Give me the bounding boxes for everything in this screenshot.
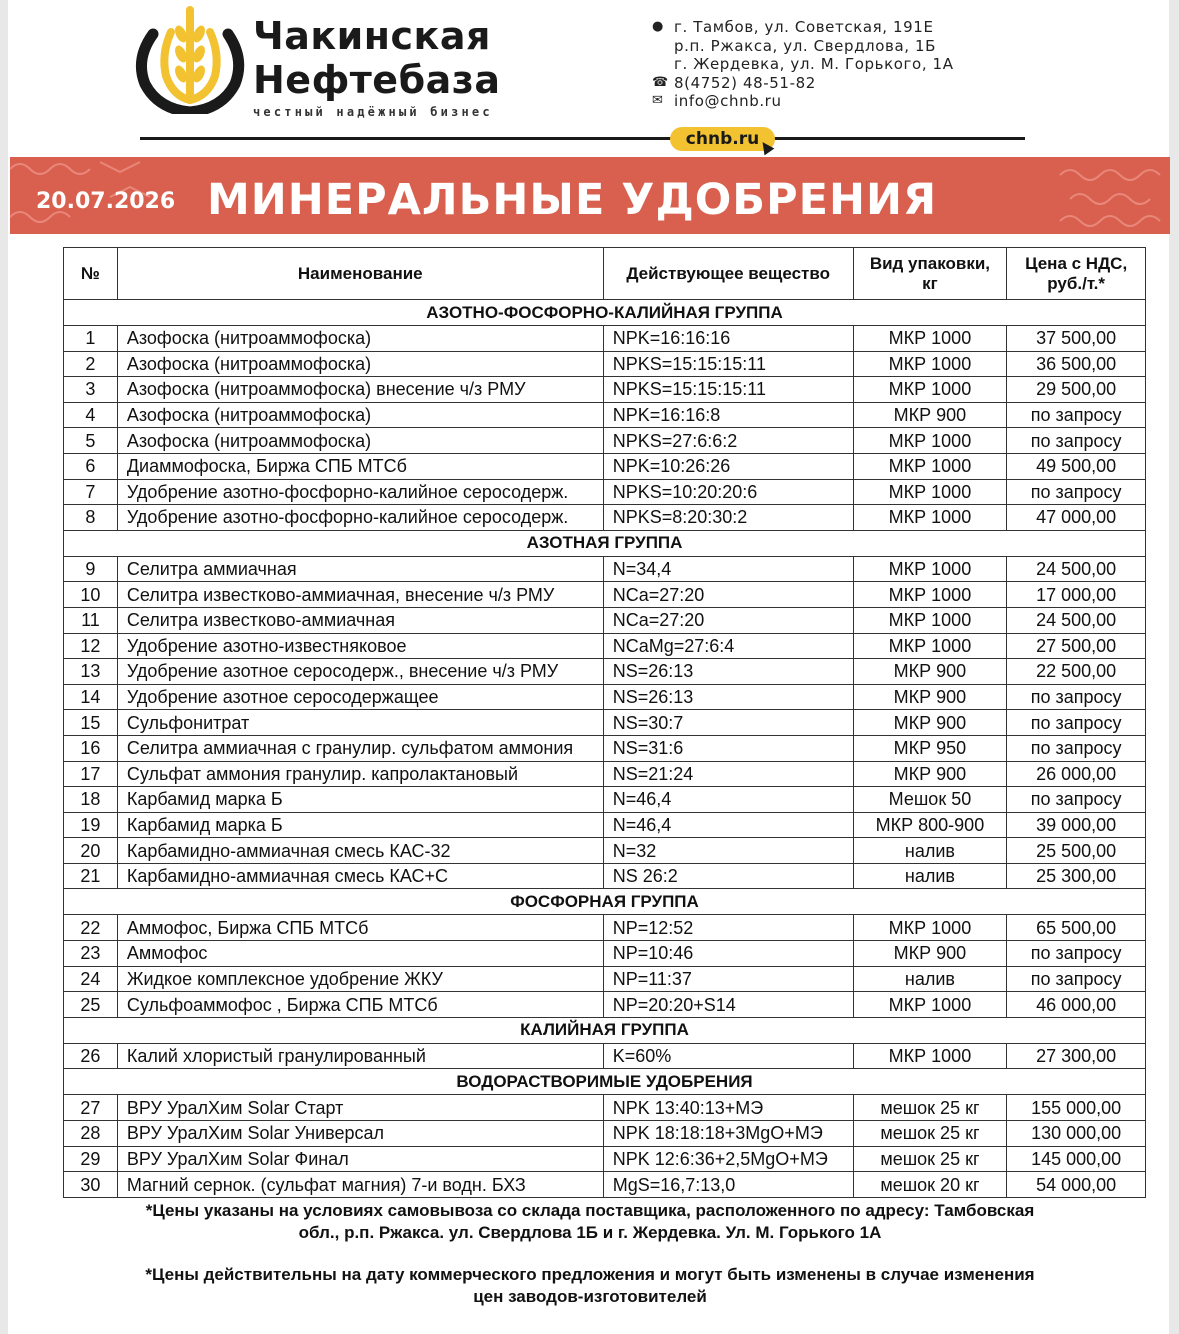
cell-name: Селитра известково-аммиачная, внесение ч/з РМУ bbox=[117, 582, 603, 608]
group-header-row bbox=[64, 530, 1146, 556]
price-date: 20.07.2026 bbox=[36, 189, 176, 214]
cell-pack: МКР 900 bbox=[853, 402, 1007, 428]
website-link[interactable]: chnb.ru bbox=[670, 127, 775, 151]
group-header-row bbox=[64, 1069, 1146, 1095]
phone-icon: ☎ bbox=[652, 74, 669, 90]
cell-price: 29 500,00 bbox=[1007, 377, 1146, 403]
cell-price: 37 500,00 bbox=[1007, 326, 1146, 352]
table-row bbox=[64, 607, 1146, 633]
cell-pack: налив bbox=[853, 838, 1007, 864]
cell-price: по запросу bbox=[1007, 479, 1146, 505]
table-row bbox=[64, 838, 1146, 864]
cell-pack: налив bbox=[853, 863, 1007, 889]
cell-substance: NS=26:13 bbox=[603, 684, 853, 710]
cell-substance: NS=21:24 bbox=[603, 761, 853, 787]
brand-name-line1: Чакинская bbox=[253, 14, 491, 58]
cell-substance: NPKS=15:15:15:11 bbox=[603, 351, 853, 377]
cell-num: 8 bbox=[64, 505, 118, 531]
cell-price: 54 000,00 bbox=[1007, 1172, 1146, 1198]
wheat-logo-icon bbox=[133, 4, 248, 114]
cell-name: Аммофос bbox=[117, 941, 603, 967]
cell-price: по запросу bbox=[1007, 402, 1146, 428]
cell-price: 27 500,00 bbox=[1007, 633, 1146, 659]
cell-price: по запросу bbox=[1007, 941, 1146, 967]
table-row bbox=[64, 351, 1146, 377]
note-pickup-line2: обл., р.п. Ржакса. ул. Свердлова 1Б и г. Жердевка. Ул. М. Горького 1А bbox=[298, 1223, 882, 1242]
cell-pack: налив bbox=[853, 966, 1007, 992]
cell-num: 22 bbox=[64, 915, 118, 941]
cell-name: Калий хлористый гранулированный bbox=[117, 1043, 603, 1069]
cell-num: 17 bbox=[64, 761, 118, 787]
cell-price: 26 000,00 bbox=[1007, 761, 1146, 787]
cell-name: Селитра известково-аммиачная bbox=[117, 607, 603, 633]
col-header-name: Наименование bbox=[117, 248, 603, 300]
address-line-3: г. Жердевка, ул. М. Горького, 1А bbox=[674, 55, 954, 73]
cell-substance: K=60% bbox=[603, 1043, 853, 1069]
cell-substance: NS 26:2 bbox=[603, 863, 853, 889]
cell-num: 28 bbox=[64, 1121, 118, 1147]
note-validity-line1: *Цены действительны на дату коммерческого предложения и могут быть изменены в случае изменения bbox=[145, 1265, 1035, 1284]
contacts-block bbox=[652, 18, 954, 111]
cell-num: 12 bbox=[64, 633, 118, 659]
col-header-price-line2: руб./т.* bbox=[1047, 273, 1105, 293]
table-row bbox=[64, 505, 1146, 531]
cell-price: 47 000,00 bbox=[1007, 505, 1146, 531]
cell-pack: МКР 1000 bbox=[853, 505, 1007, 531]
cell-name: Селитра аммиачная bbox=[117, 556, 603, 582]
table-row bbox=[64, 992, 1146, 1018]
cell-num: 10 bbox=[64, 582, 118, 608]
cell-pack: МКР 1000 bbox=[853, 556, 1007, 582]
cell-num: 3 bbox=[64, 377, 118, 403]
cell-substance: N=46,4 bbox=[603, 787, 853, 813]
cell-name: Удобрение азотное серосодерж., внесение ч/з РМУ bbox=[117, 659, 603, 685]
cell-substance: NCa=27:20 bbox=[603, 607, 853, 633]
cell-price: по запросу bbox=[1007, 735, 1146, 761]
group-header-row bbox=[64, 300, 1146, 326]
brand-tagline: честный надёжный бизнес bbox=[253, 105, 493, 119]
cell-price: 27 300,00 bbox=[1007, 1043, 1146, 1069]
banner-ornament-right bbox=[1040, 157, 1170, 234]
cell-num: 19 bbox=[64, 812, 118, 838]
email-link[interactable]: info@chnb.ru bbox=[674, 92, 782, 110]
cell-name: Аммофос, Биржа СПБ МТСб bbox=[117, 915, 603, 941]
cell-price: по запросу bbox=[1007, 428, 1146, 454]
cell-pack: МКР 1000 bbox=[853, 633, 1007, 659]
table-body bbox=[64, 300, 1146, 1198]
cell-num: 20 bbox=[64, 838, 118, 864]
cell-substance: N=46,4 bbox=[603, 812, 853, 838]
location-pin-icon: ● bbox=[652, 19, 664, 34]
cell-num: 26 bbox=[64, 1043, 118, 1069]
cell-pack: МКР 1000 bbox=[853, 351, 1007, 377]
cell-num: 11 bbox=[64, 607, 118, 633]
col-header-price bbox=[1007, 248, 1146, 300]
note-validity bbox=[60, 1264, 1120, 1308]
table-row bbox=[64, 1095, 1146, 1121]
cell-price: 49 500,00 bbox=[1007, 453, 1146, 479]
table-row bbox=[64, 863, 1146, 889]
cell-name: Магний сернок. (сульфат магния) 7-и водн. БХЗ bbox=[117, 1172, 603, 1198]
cell-num: 6 bbox=[64, 453, 118, 479]
cell-substance: NPK 12:6:36+2,5MgO+МЭ bbox=[603, 1146, 853, 1172]
cell-price: по запросу bbox=[1007, 787, 1146, 813]
cell-num: 29 bbox=[64, 1146, 118, 1172]
cell-substance: NPK 18:18:18+3MgO+МЭ bbox=[603, 1121, 853, 1147]
cell-substance: NPK 13:40:13+МЭ bbox=[603, 1095, 853, 1121]
cell-price: 145 000,00 bbox=[1007, 1146, 1146, 1172]
table-row bbox=[64, 710, 1146, 736]
group-header-row bbox=[64, 1017, 1146, 1043]
cell-price: 130 000,00 bbox=[1007, 1121, 1146, 1147]
cell-name: Сульфонитрат bbox=[117, 710, 603, 736]
table-row bbox=[64, 556, 1146, 582]
scan-edge-left bbox=[0, 0, 8, 1334]
cell-price: 22 500,00 bbox=[1007, 659, 1146, 685]
table-row bbox=[64, 428, 1146, 454]
cell-num: 5 bbox=[64, 428, 118, 454]
col-header-substance: Действующее вещество bbox=[603, 248, 853, 300]
note-validity-line2: цен заводов-изготовителей bbox=[473, 1287, 707, 1306]
table-row bbox=[64, 1043, 1146, 1069]
cell-price: 39 000,00 bbox=[1007, 812, 1146, 838]
cell-price: по запросу bbox=[1007, 710, 1146, 736]
cell-name: ВРУ УралХим Solar Универсал bbox=[117, 1121, 603, 1147]
cell-price: 155 000,00 bbox=[1007, 1095, 1146, 1121]
cell-name: ВРУ УралХим Solar Старт bbox=[117, 1095, 603, 1121]
cell-name: Азофоска (нитроаммофоска) bbox=[117, 402, 603, 428]
cell-name: Удобрение азотно-фосфорно-калийное серосодерж. bbox=[117, 505, 603, 531]
cell-pack: МКР 800-900 bbox=[853, 812, 1007, 838]
cell-price: 25 300,00 bbox=[1007, 863, 1146, 889]
cell-pack: МКР 1000 bbox=[853, 582, 1007, 608]
group-title: ВОДОРАСТВОРИМЫЕ УДОБРЕНИЯ bbox=[64, 1069, 1146, 1095]
cell-num: 15 bbox=[64, 710, 118, 736]
cell-name: Селитра аммиачная с гранулир. сульфатом аммония bbox=[117, 735, 603, 761]
cell-num: 16 bbox=[64, 735, 118, 761]
cell-num: 27 bbox=[64, 1095, 118, 1121]
cell-pack: МКР 900 bbox=[853, 761, 1007, 787]
address-line-2: р.п. Ржакса, ул. Свердлова, 1Б bbox=[674, 36, 937, 55]
cell-pack: МКР 900 bbox=[853, 659, 1007, 685]
col-header-pack bbox=[853, 248, 1007, 300]
page-title: МИНЕРАЛЬНЫЕ УДОБРЕНИЯ bbox=[207, 175, 938, 225]
cell-price: 17 000,00 bbox=[1007, 582, 1146, 608]
cell-num: 24 bbox=[64, 966, 118, 992]
table-row bbox=[64, 966, 1146, 992]
cell-pack: мешок 25 кг bbox=[853, 1095, 1007, 1121]
cell-substance: NS=31:6 bbox=[603, 735, 853, 761]
table-row bbox=[64, 402, 1146, 428]
cell-substance: NPKS=27:6:6:2 bbox=[603, 428, 853, 454]
table-row bbox=[64, 659, 1146, 685]
cell-pack: МКР 900 bbox=[853, 941, 1007, 967]
cell-substance: NPK=16:16:16 bbox=[603, 326, 853, 352]
cell-pack: МКР 1000 bbox=[853, 915, 1007, 941]
table-row bbox=[64, 479, 1146, 505]
group-title: ФОСФОРНАЯ ГРУППА bbox=[64, 889, 1146, 915]
table-row bbox=[64, 1146, 1146, 1172]
cell-pack: МКР 1000 bbox=[853, 1043, 1007, 1069]
cell-pack: МКР 1000 bbox=[853, 453, 1007, 479]
cell-pack: МКР 1000 bbox=[853, 479, 1007, 505]
cell-name: Сульфат аммония гранулир. капролактановый bbox=[117, 761, 603, 787]
envelope-icon: ✉ bbox=[652, 93, 664, 108]
cell-substance: NCaMg=27:6:4 bbox=[603, 633, 853, 659]
cell-substance: NPK=10:26:26 bbox=[603, 453, 853, 479]
cell-num: 21 bbox=[64, 863, 118, 889]
cell-num: 23 bbox=[64, 941, 118, 967]
cell-price: 65 500,00 bbox=[1007, 915, 1146, 941]
table-row bbox=[64, 582, 1146, 608]
table-row bbox=[64, 812, 1146, 838]
address-line-1: г. Тамбов, ул. Советская, 191Е bbox=[674, 18, 934, 36]
cell-pack: МКР 1000 bbox=[853, 377, 1007, 403]
cell-num: 4 bbox=[64, 402, 118, 428]
cell-substance: NP=12:52 bbox=[603, 915, 853, 941]
cell-num: 1 bbox=[64, 326, 118, 352]
cell-pack: мешок 25 кг bbox=[853, 1146, 1007, 1172]
table-row bbox=[64, 377, 1146, 403]
cell-substance: NS=30:7 bbox=[603, 710, 853, 736]
table-row bbox=[64, 684, 1146, 710]
cell-substance: N=32 bbox=[603, 838, 853, 864]
cell-name: Карбамид марка Б bbox=[117, 787, 603, 813]
cell-substance: NPKS=10:20:20:6 bbox=[603, 479, 853, 505]
cell-substance: NP=20:20+S14 bbox=[603, 992, 853, 1018]
table-row bbox=[64, 453, 1146, 479]
cell-pack: МКР 1000 bbox=[853, 428, 1007, 454]
col-header-pack-line2: кг bbox=[922, 273, 938, 293]
table-row bbox=[64, 787, 1146, 813]
cell-substance: NCa=27:20 bbox=[603, 582, 853, 608]
group-header-row bbox=[64, 889, 1146, 915]
cell-pack: мешок 20 кг bbox=[853, 1172, 1007, 1198]
col-header-num: № bbox=[64, 248, 118, 300]
cell-name: Карбамидно-аммиачная смесь КАС+С bbox=[117, 863, 603, 889]
table-row bbox=[64, 1121, 1146, 1147]
cell-price: 25 500,00 bbox=[1007, 838, 1146, 864]
cell-name: Удобрение азотное серосодержащее bbox=[117, 684, 603, 710]
phone-number[interactable]: 8(4752) 48-51-82 bbox=[674, 73, 816, 92]
cell-substance: N=34,4 bbox=[603, 556, 853, 582]
table-row bbox=[64, 1172, 1146, 1198]
cell-price: 24 500,00 bbox=[1007, 607, 1146, 633]
col-header-pack-line1: Вид упаковки, bbox=[869, 253, 991, 273]
cell-price: по запросу bbox=[1007, 966, 1146, 992]
col-header-price-line1: Цена с НДС, bbox=[1025, 253, 1128, 273]
cell-name: ВРУ УралХим Solar Финал bbox=[117, 1146, 603, 1172]
cell-name: Карбамид марка Б bbox=[117, 812, 603, 838]
cell-name: Азофоска (нитроаммофоска) bbox=[117, 326, 603, 352]
scan-edge-right bbox=[1169, 0, 1179, 1334]
cell-name: Удобрение азотно-фосфорно-калийное серосодерж. bbox=[117, 479, 603, 505]
cell-substance: NS=26:13 bbox=[603, 659, 853, 685]
cell-name: Азофоска (нитроаммофоска) внесение ч/з РМУ bbox=[117, 377, 603, 403]
cell-name: Карбамидно-аммиачная смесь КАС-32 bbox=[117, 838, 603, 864]
table-row bbox=[64, 915, 1146, 941]
cell-substance: NPK=16:16:8 bbox=[603, 402, 853, 428]
note-pickup bbox=[60, 1200, 1120, 1244]
table-row bbox=[64, 735, 1146, 761]
cell-substance: NPKS=15:15:15:11 bbox=[603, 377, 853, 403]
cell-price: 36 500,00 bbox=[1007, 351, 1146, 377]
cell-pack: МКР 1000 bbox=[853, 326, 1007, 352]
group-title: АЗОТНАЯ ГРУППА bbox=[64, 530, 1146, 556]
title-banner bbox=[10, 157, 1170, 234]
cell-price: 46 000,00 bbox=[1007, 992, 1146, 1018]
cell-name: Диаммофоска, Биржа СПБ МТСб bbox=[117, 453, 603, 479]
header-divider bbox=[140, 137, 1025, 140]
cell-num: 9 bbox=[64, 556, 118, 582]
cell-pack: Мешок 50 bbox=[853, 787, 1007, 813]
table-row bbox=[64, 633, 1146, 659]
cell-pack: МКР 950 bbox=[853, 735, 1007, 761]
cell-pack: мешок 25 кг bbox=[853, 1121, 1007, 1147]
group-title: АЗОТНО-ФОСФОРНО-КАЛИЙНАЯ ГРУППА bbox=[64, 300, 1146, 326]
cell-num: 14 bbox=[64, 684, 118, 710]
brand-name-line2: Нефтебаза bbox=[253, 58, 501, 102]
table-row bbox=[64, 941, 1146, 967]
table-row bbox=[64, 761, 1146, 787]
table-row bbox=[64, 326, 1146, 352]
price-table bbox=[63, 247, 1146, 1198]
cell-pack: МКР 900 bbox=[853, 684, 1007, 710]
cell-num: 2 bbox=[64, 351, 118, 377]
cell-price: 24 500,00 bbox=[1007, 556, 1146, 582]
cell-name: Сульфоаммофос , Биржа СПБ МТСб bbox=[117, 992, 603, 1018]
cell-name: Жидкое комплексное удобрение ЖКУ bbox=[117, 966, 603, 992]
cell-substance: MgS=16,7:13,0 bbox=[603, 1172, 853, 1198]
cell-name: Азофоска (нитроаммофоска) bbox=[117, 428, 603, 454]
cell-pack: МКР 900 bbox=[853, 710, 1007, 736]
cell-pack: МКР 1000 bbox=[853, 607, 1007, 633]
cell-num: 30 bbox=[64, 1172, 118, 1198]
group-title: КАЛИЙНАЯ ГРУППА bbox=[64, 1017, 1146, 1043]
note-pickup-line1: *Цены указаны на условиях самовывоза со склада поставщика, расположенного по адресу: Тамбовская bbox=[145, 1201, 1035, 1220]
cell-num: 25 bbox=[64, 992, 118, 1018]
cell-substance: NP=10:46 bbox=[603, 941, 853, 967]
cell-num: 18 bbox=[64, 787, 118, 813]
cell-name: Удобрение азотно-известняковое bbox=[117, 633, 603, 659]
cell-num: 13 bbox=[64, 659, 118, 685]
table-header-row bbox=[64, 248, 1146, 300]
cell-substance: NP=11:37 bbox=[603, 966, 853, 992]
cell-substance: NPKS=8:20:30:2 bbox=[603, 505, 853, 531]
cell-price: по запросу bbox=[1007, 684, 1146, 710]
cell-num: 7 bbox=[64, 479, 118, 505]
cell-pack: МКР 1000 bbox=[853, 992, 1007, 1018]
cell-name: Азофоска (нитроаммофоска) bbox=[117, 351, 603, 377]
